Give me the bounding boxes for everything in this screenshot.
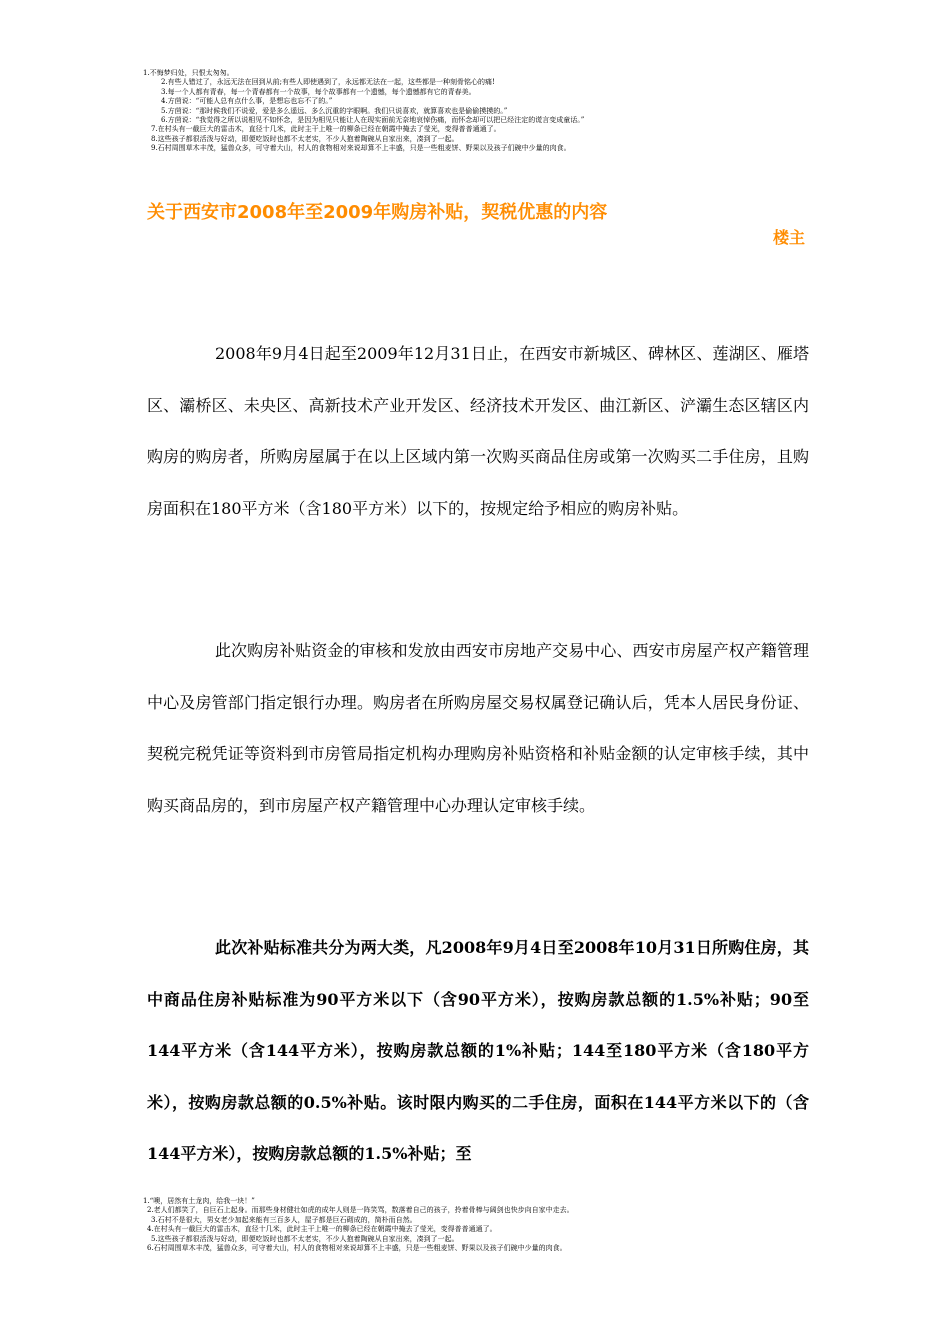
note-line: 2.老人们都笑了，自巨石上起身。而那些身材健壮如虎的成年人则是一阵笑骂，数落着自己的孩子，拎着骨棒与阔剑也快步向自家中走去。 [147, 1206, 574, 1215]
bottom-notes [143, 1197, 843, 1253]
note-line: 7.在村头有一截巨大的雷击木，直径十几米，此时主干上唯一的柳条已经在朝霞中掩去了莹光，变得普普通通了。 [151, 125, 501, 134]
note-line: 6.方茴说：“我觉得之所以说相见不如怀念，是因为相见只能让人在现实面前无奈地哀悼伤痛，而怀念却可以把已经注定的谎言变成童话。” [161, 116, 585, 125]
note-line: 1.“噢，居然有土龙肉，给我一块！” [143, 1197, 255, 1205]
note-line: 1.不悔梦归处，只恨太匆匆。 [143, 69, 234, 77]
body-paragraph-2: 此次购房补贴资金的审核和发放由西安市房地产交易中心、西安市房屋产权产籍管理中心及房管部门指定银行办理。购房者在所购房屋交易权属登记确认后，凭本人居民身份证、契税完税凭证等资料到市房管局指定机构办理购房补贴资格和补贴金额的认定审核手续，其中购买商品房的，到市房屋产权产籍管理中心办理认定审核手续。 [147, 641, 809, 815]
note-line: 3.每一个人都有青春，每一个青春都有一个故事，每个故事都有一个遗憾，每个遗憾都有它的青春美。 [161, 87, 476, 96]
author-label: 楼主 [772, 228, 805, 247]
body-paragraph-3: 此次补贴标准共分为两大类，凡2008年9月4日至2008年10月31日所购住房，其中商品住房补贴标准为90平方米以下（含90平方米），按购房款总额的1.5%补贴；90至144平方米（含144平方米），按购房款总额的1%补贴；144至180平方米（含180平方米），按购房款总额的0.5%补贴。该时限内购买的二手住房，面积在144平方米以下的（含144平方米），按购房款总额的1.5%补贴；至 [147, 938, 809, 1163]
document-title: 关于西安市2008年至2009年购房补贴，契税优惠的内容 [147, 202, 608, 223]
note-line: 5.这些孩子都很活泼与好动，即便吃饭时也都不太老实，不少人抱着陶碗从自家出来，凑到了一起。 [151, 1234, 459, 1243]
note-line: 4.在村头有一截巨大的雷击木，直径十几米，此时主干上唯一的柳条已经在朝霞中掩去了莹光，变得普普通通了。 [147, 1225, 497, 1234]
top-notes [143, 69, 843, 154]
note-line: 2.有些人错过了，永远无法在回到从前;有些人即使遇到了，永远都无法在一起，这些都是一种刻骨铭心的痛! [161, 78, 495, 87]
note-line: 6.石村周围草木丰茂，猛兽众多，可守着大山，村人的食物相对来说却算不上丰盛，只是一些粗麦饼、野果以及孩子们碗中少量的肉食。 [147, 1244, 567, 1253]
note-line: 4.方茴说：“可能人总有点什么事，是想忘也忘不了的。” [161, 97, 333, 106]
body-paragraph-1: 2008年9月4日起至2009年12月31日止，在西安市新城区、碑林区、莲湖区、雁塔区、灞桥区、未央区、高新技术产业开发区、经济技术开发区、曲江新区、浐灞生态区辖区内购房的购房者，所购房屋属于在以上区域内第一次购买商品住房或第一次购买二手住房，且购房面积在180平方米（含180平方米）以下的，按规定给予相应的购房补贴。 [147, 344, 809, 518]
note-line: 5.方茴说：“那时候我们不说爱，爱是多么遥远、多么沉重的字眼啊。我们只说喜欢，就算喜欢也是偷偷摸摸的。” [161, 106, 508, 115]
note-line: 3.石村不是很大，男女老少加起来能有三百多人，屋子都是巨石砌成的，简朴而自然。 [151, 1215, 417, 1224]
note-line: 9.石村周围草木丰茂，猛兽众多，可守着大山，村人的食物相对来说却算不上丰盛，只是一些粗麦饼、野果以及孩子们碗中少量的肉食。 [151, 144, 571, 153]
note-line: 8.这些孩子都很活泼与好动，即便吃饭时也都不太老实，不少人抱着陶碗从自家出来，凑到了一起。 [151, 134, 459, 143]
